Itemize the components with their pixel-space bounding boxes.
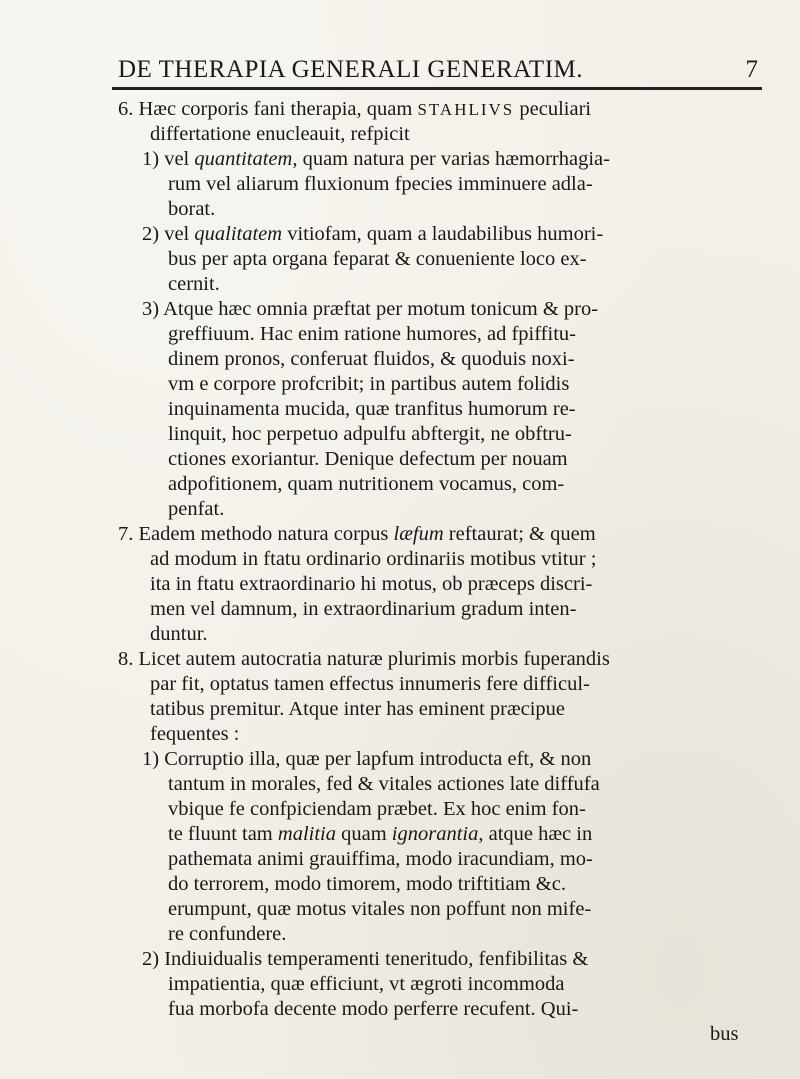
text-segment: quantitatem — [194, 148, 293, 170]
text-line — [168, 497, 224, 521]
text-line — [142, 747, 591, 771]
text-segment: do terrorem, modo timorem, modo triftitiam &c. — [168, 873, 566, 895]
running-title: DE THERAPIA GENERALI GENERATIM. — [118, 56, 584, 83]
text-line — [150, 672, 590, 696]
text-segment: linquit, hoc perpetuo adpulfu abftergit, ne obftru- — [168, 423, 572, 445]
text-segment: 1) vel — [142, 148, 195, 170]
text-line — [168, 172, 593, 196]
text-line — [142, 147, 610, 171]
text-line — [168, 772, 600, 796]
text-line — [118, 522, 596, 546]
text-segment: bus — [710, 1023, 739, 1045]
text-segment: ctiones exoriantur. Denique defectum per nouam — [168, 448, 568, 470]
text-segment: cernit. — [168, 273, 220, 295]
text-segment: 3) Atque hæc omnia præftat per motum tonicum & pro- — [142, 298, 599, 320]
text-line — [168, 797, 586, 821]
text-line — [168, 972, 564, 996]
text-segment: re confundere. — [168, 923, 287, 945]
text-segment: tatibus premitur. Atque inter has eminent præcipue — [150, 698, 566, 720]
text-line — [142, 297, 598, 321]
text-segment: inquinamenta mucida, quæ tranfitus humorum re- — [168, 398, 576, 420]
text-line — [168, 922, 286, 946]
text-line — [150, 547, 596, 571]
text-segment: læfum — [393, 523, 444, 545]
text-segment: 6. Hæc corporis fani therapia, quam — [118, 98, 418, 120]
running-header — [118, 56, 758, 86]
text-line — [168, 422, 572, 446]
text-segment: ignorantia — [391, 823, 479, 845]
text-line — [150, 597, 576, 621]
text-line — [150, 622, 208, 646]
text-line — [118, 647, 610, 671]
text-segment: , atque hæc in — [478, 823, 593, 845]
text-line — [168, 397, 576, 421]
text-segment: pathemata animi grauiffima, modo iracundiam, mo- — [168, 848, 593, 870]
text-segment: 1) Corruptio illa, quæ per lapfum introducta eft, & non — [142, 748, 592, 770]
text-line — [710, 1022, 738, 1046]
text-segment: fua morbofa decente modo perferre recufent. Qui- — [168, 998, 579, 1020]
text-segment: penfat. — [168, 498, 225, 520]
text-segment: 7. Eadem methodo natura corpus — [118, 523, 394, 545]
text-segment: STAHLIVS — [417, 100, 515, 119]
text-line — [168, 372, 569, 396]
text-segment: vitiofam, quam a laudabilibus humori- — [282, 223, 604, 245]
text-segment: tantum in morales, fed & vitales actiones late diffufa — [168, 773, 600, 795]
text-segment: duntur. — [150, 623, 208, 645]
text-line — [150, 572, 592, 596]
text-line — [168, 997, 578, 1021]
text-line — [168, 347, 575, 371]
text-segment: bus per apta organa feparat & conueniente loco ex- — [168, 248, 587, 270]
text-line — [168, 822, 592, 846]
text-segment: borat. — [168, 198, 216, 220]
text-segment: 8. Licet autem autocratia naturæ plurimis morbis fuperandis — [118, 648, 610, 670]
text-line — [150, 722, 239, 746]
header-rule — [112, 87, 762, 90]
text-segment: 2) Indiuidualis temperamenti teneritudo, fenfibilitas & — [142, 948, 589, 970]
page-number: 7 — [745, 56, 758, 83]
text-line — [142, 947, 588, 971]
text-segment: quam — [335, 823, 392, 845]
text-line — [168, 472, 564, 496]
text-segment: erumpunt, quæ motus vitales non poffunt non mife- — [168, 898, 592, 920]
text-segment: ad modum in ftatu ordinario ordinariis motibus vtitur ; — [150, 548, 597, 570]
text-line — [168, 447, 568, 471]
text-segment: men vel damnum, in extraordinarium gradum inten- — [150, 598, 577, 620]
text-segment: differtatione enucleauit, refpicit — [150, 123, 410, 145]
text-line — [150, 697, 565, 721]
text-segment: reftaurat; & quem — [443, 523, 596, 545]
text-line — [168, 872, 566, 896]
text-line — [168, 322, 576, 346]
text-segment: 2) vel — [142, 223, 195, 245]
text-segment: vbique fe confpiciendam præbet. Ex hoc enim fon- — [168, 798, 586, 820]
text-segment: greffiuum. Hac enim ratione humores, ad fpiffitu- — [168, 323, 576, 345]
text-line — [168, 897, 591, 921]
text-segment: adpofitionem, quam nutritionem vocamus, com- — [168, 473, 565, 495]
text-line — [168, 272, 220, 296]
text-segment: impatientia, quæ efficiunt, vt ægroti incommoda — [168, 973, 565, 995]
text-segment: par fit, optatus tamen effectus innumeris fere difficul- — [150, 673, 590, 695]
text-segment: qualitatem — [194, 223, 283, 245]
text-line — [118, 97, 591, 122]
text-segment: te fluunt tam — [168, 823, 278, 845]
text-segment: ita in ftatu extraordinario hi motus, ob præceps discri- — [150, 573, 593, 595]
text-line — [150, 122, 410, 146]
text-segment: rum vel aliarum fluxionum fpecies imminuere adla- — [168, 173, 593, 195]
text-line — [168, 197, 215, 221]
text-line — [168, 847, 593, 871]
text-line — [142, 222, 603, 246]
text-line — [168, 247, 587, 271]
text-segment: malitia — [277, 823, 336, 845]
text-segment: dinem pronos, conferuat fluidos, & quoduis noxi- — [168, 348, 575, 370]
text-segment: vm e corpore profcribit; in partibus autem folidis — [168, 373, 570, 395]
text-segment: fequentes : — [150, 723, 240, 745]
text-segment: , quam natura per varias hæmorrhagia- — [292, 148, 610, 170]
text-segment: peculiari — [514, 98, 592, 120]
